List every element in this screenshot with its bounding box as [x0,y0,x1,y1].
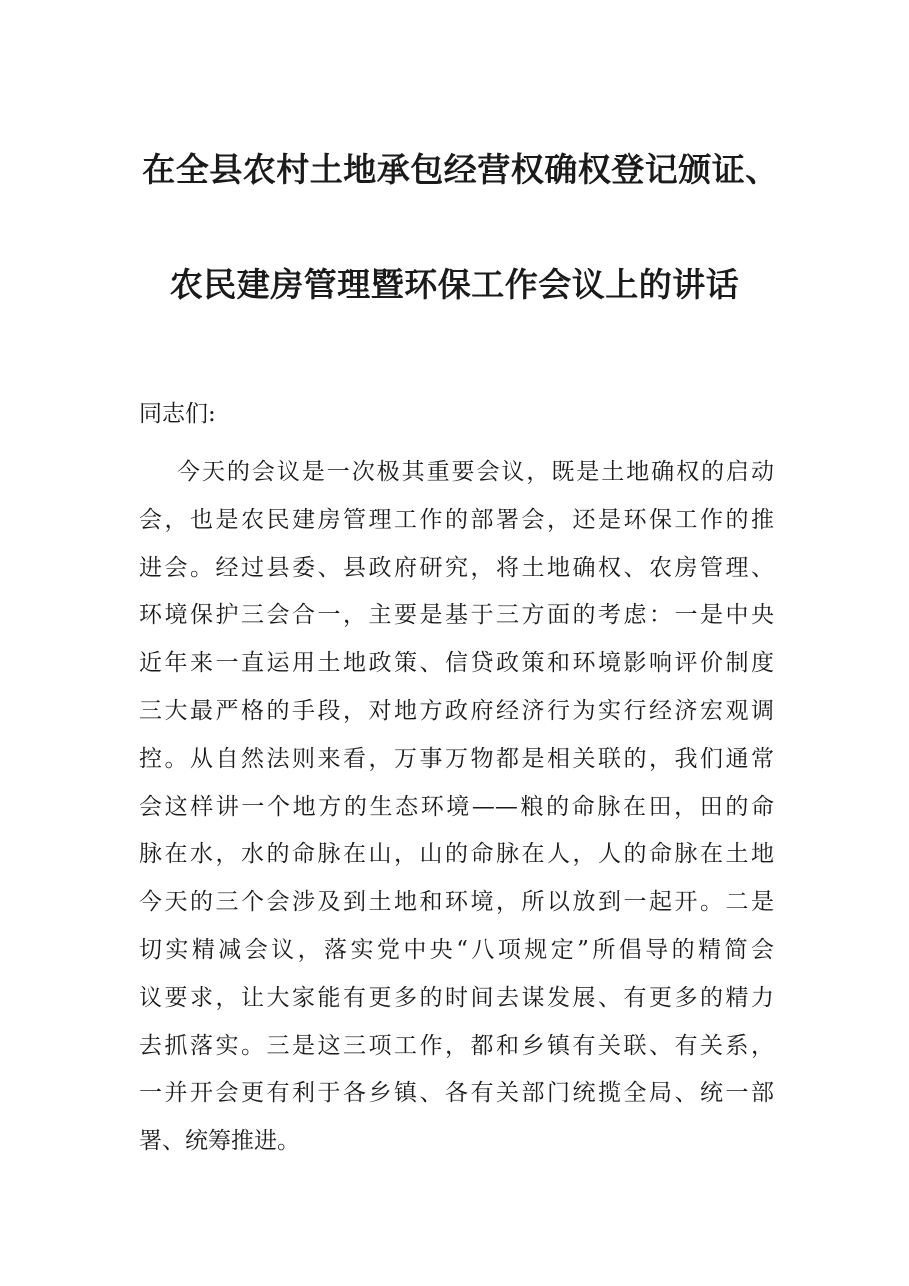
body-line: 环境保护三会合一，主要是基于三方面的考虑：一是中央 [139,602,774,629]
body-line: 进会。经过县委、县政府研究，将土地确权、农房管理、 [139,554,774,581]
body-line: 控。从自然法则来看，万事万物都是相关联的，我们通常 [139,745,774,772]
title-line-1: 在全县农村土地承包经营权确权登记颁证、 [142,150,779,189]
body-line: 一并开会更有利于各乡镇、各有关部门统揽全局、统一部 [139,1080,774,1107]
body-line: 会这样讲一个地方的生态环境——粮的命脉在田，田的命 [139,793,774,820]
body-line: 脉在水，水的命脉在山，山的命脉在人，人的命脉在土地 [139,841,774,868]
body-line: 去抓落实。三是这三项工作，都和乡镇有关联、有关系， [139,1032,774,1059]
body-line: 三大最严格的手段，对地方政府经济行为实行经济宏观调 [139,697,774,724]
body-line: 署、统筹推进。 [139,1128,300,1155]
body-line: 会，也是农民建房管理工作的部署会，还是环保工作的推 [139,506,774,533]
body-line: 近年来一直运用土地政策、信贷政策和环境影响评价制度 [139,650,774,677]
title-line-2: 农民建房管理暨环保工作会议上的讲话 [169,265,740,304]
salutation: 同志们: [139,401,216,427]
body-line: 切实精减会议，落实党中央“八项规定”所倡导的精简会 [139,936,774,963]
body-paragraph [139,455,774,1172]
body-line: 今天的会议是一次极其重要会议，既是土地确权的启动 [177,459,774,485]
body-line: 今天的三个会涉及到土地和环境，所以放到一起开。二是 [139,889,774,916]
body-line: 议要求，让大家能有更多的时间去谋发展、有更多的精力 [139,984,774,1011]
